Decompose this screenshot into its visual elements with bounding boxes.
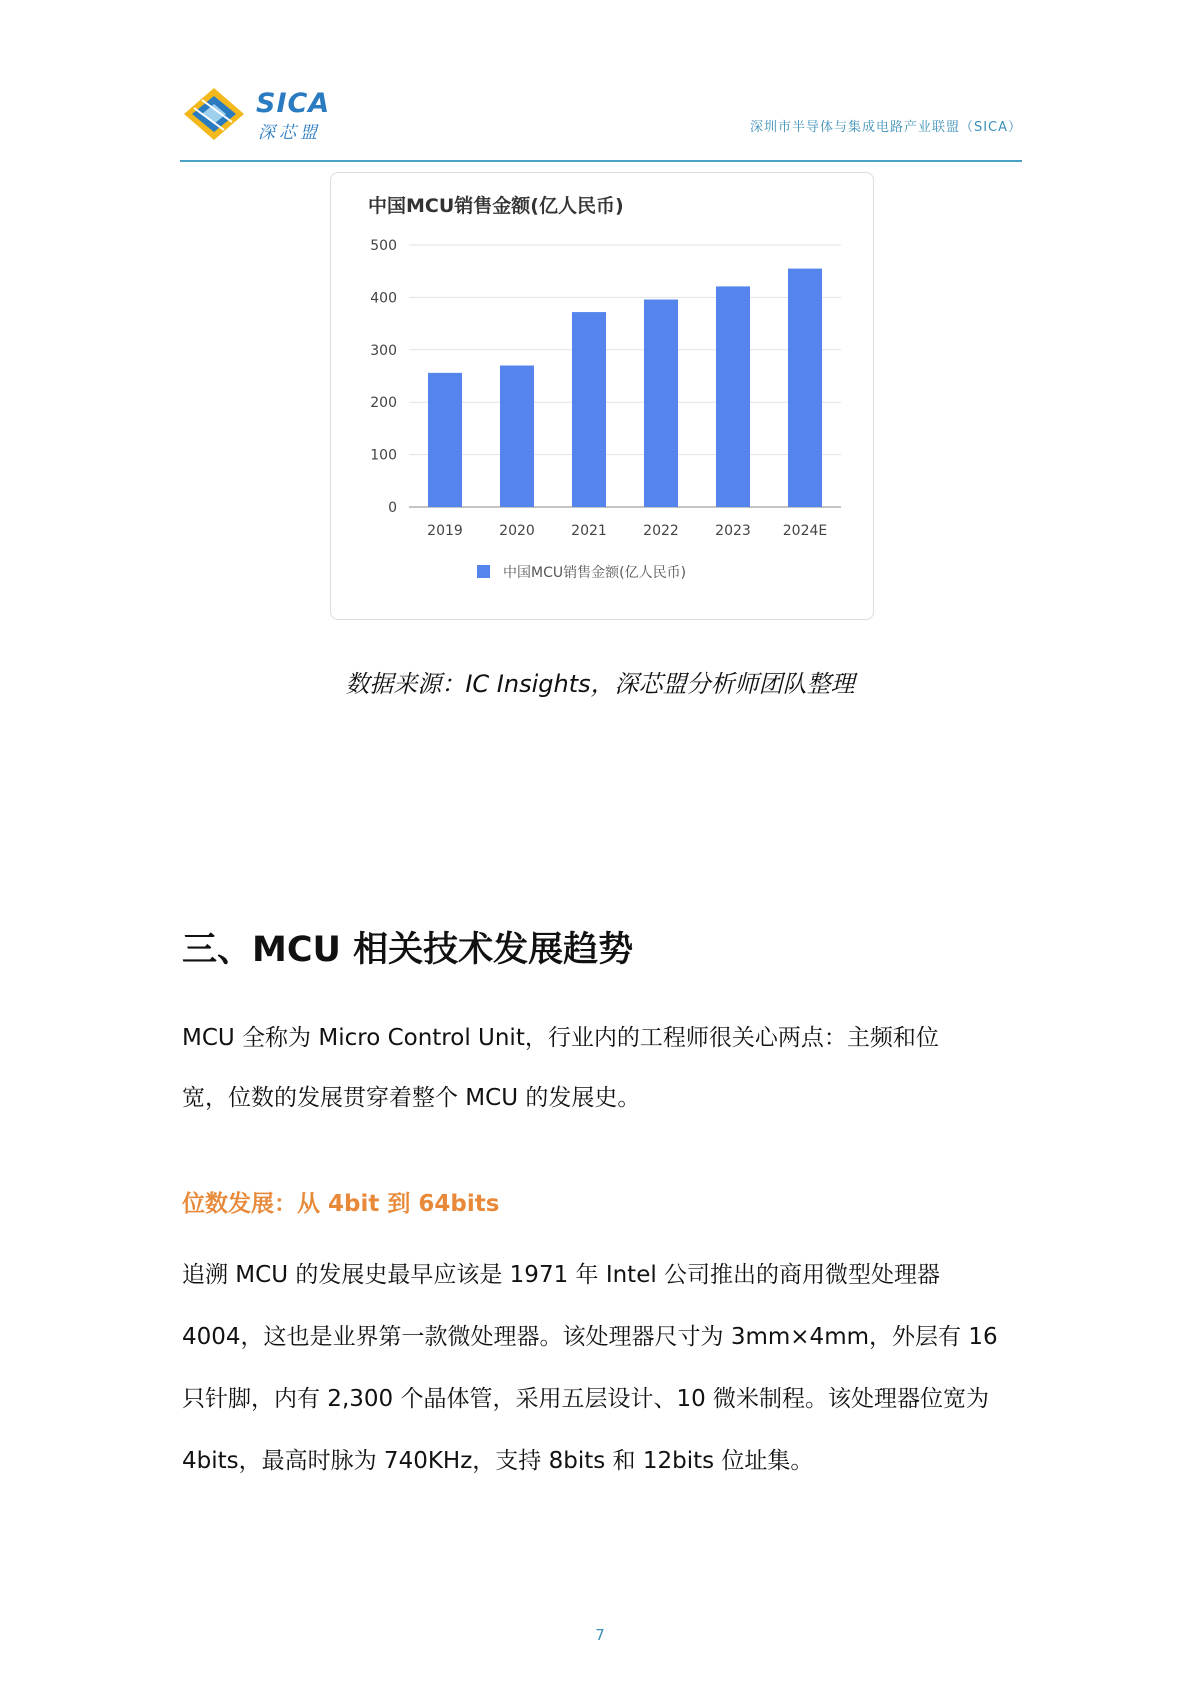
x-tick-label: 2019 (427, 523, 463, 539)
page-number: 7 (595, 1626, 605, 1644)
paragraph-line: 4004，这也是业界第一款微处理器。该处理器尺寸为 3mm×4mm，外层有 16 (182, 1324, 998, 1350)
x-tick-label: 2021 (571, 523, 607, 539)
paragraph-line: 追溯 MCU 的发展史最早应该是 1971 年 Intel 公司推出的商用微型处理器 (182, 1262, 941, 1288)
x-tick-label: 2024E (782, 523, 828, 539)
y-tick-label: 100 (370, 447, 397, 464)
x-tick-label: 2020 (499, 523, 535, 539)
section-title: 三、MCU 相关技术发展趋势 (182, 930, 634, 970)
bar (428, 373, 462, 507)
y-tick-label: 400 (370, 290, 397, 307)
header-org-name: 深圳市半导体与集成电路产业联盟（SICA） (749, 120, 1022, 135)
bar (572, 312, 606, 507)
header-divider (180, 160, 1022, 162)
x-tick-label: 2023 (715, 523, 751, 539)
y-tick-label: 500 (370, 238, 397, 254)
bar (716, 286, 750, 507)
legend-swatch (477, 565, 490, 578)
legend-label: 中国MCU销售金额(亿人民币) (503, 565, 687, 581)
bar-chart (331, 173, 873, 619)
logo-text: SICA (256, 88, 331, 119)
y-tick-label: 200 (370, 395, 397, 412)
y-tick-label: 300 (370, 342, 397, 359)
paragraph-line: MCU 全称为 Micro Control Unit，行业内的工程师很关心两点：主频和位 (182, 1025, 939, 1051)
sica-logo-mark-icon (180, 86, 248, 142)
chart-title: 中国MCU销售金额(亿人民币) (368, 195, 624, 217)
bar (788, 269, 822, 507)
paragraph-line: 4bits，最高时脉为 740KHz，支持 8bits 和 12bits 位址集。 (182, 1448, 814, 1474)
x-tick-label: 2022 (643, 523, 679, 539)
figure-caption: 数据来源：IC Insights，深芯盟分析师团队整理 (345, 670, 855, 698)
sica-logo (180, 86, 340, 142)
paragraph-line: 宽，位数的发展贯穿着整个 MCU 的发展史。 (182, 1085, 641, 1111)
y-tick-label: 0 (388, 500, 397, 516)
logo-chinese-text: 深芯盟 (258, 123, 321, 143)
bar (644, 299, 678, 507)
paragraph-line: 只针脚，内有 2,300 个晶体管，采用五层设计、10 微米制程。该处理器位宽为 (182, 1386, 990, 1412)
bar (500, 366, 534, 507)
subheading: 位数发展：从 4bit 到 64bits (182, 1191, 500, 1217)
chart-card (330, 172, 874, 620)
